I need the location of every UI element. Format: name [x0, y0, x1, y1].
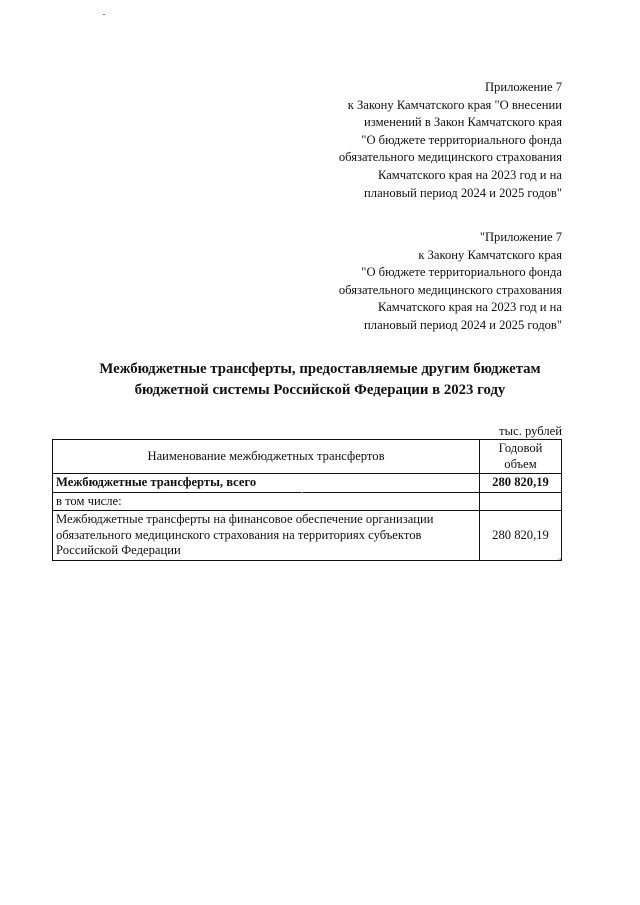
scan-speck — [301, 492, 303, 493]
appendix-amendment-header — [339, 79, 562, 202]
appendix-line: плановый период 2024 и 2025 годов" — [364, 185, 562, 200]
table-header-row — [53, 440, 562, 474]
appendix-original-header — [339, 229, 562, 335]
appendix-line: Камчатского края на 2023 год и на — [377, 300, 562, 315]
row-name-cell: Межбюджетные трансферты на финансовое обеспечение организации обязательного медицинского страхования на территориях субъектов Российской Федерации — [53, 511, 480, 561]
row-name-cell: в том числе: — [53, 492, 480, 511]
units-label: тыс. рублей — [499, 424, 562, 438]
transfers-table — [52, 439, 562, 561]
table-row — [53, 511, 562, 561]
title-line-2: бюджетной системы Российской Федерации в 2023 году — [134, 382, 506, 398]
appendix-line: Приложение 7 — [484, 80, 562, 94]
appendix-line: "О бюджете территориального фонда — [361, 265, 562, 280]
appendix-line: "О бюджете территориального фонда — [361, 132, 562, 147]
row-value-cell — [480, 492, 562, 511]
appendix-line: к Закону Камчатского края "О внесении — [347, 97, 562, 112]
appendix-line: Камчатского края на 2023 год и на — [377, 167, 562, 182]
appendix-line: к Закону Камчатского края — [418, 247, 562, 262]
row-name-cell: Межбюджетные трансферты, всего — [53, 474, 480, 493]
header-value-cell: Годовой объем — [480, 440, 562, 474]
appendix-line: плановый период 2024 и 2025 годов" — [364, 317, 562, 332]
closing-quote-mark: " — [558, 557, 562, 566]
table-row — [53, 474, 562, 493]
appendix-line: обязательного медицинского страхования — [338, 150, 562, 165]
document-title — [0, 359, 640, 401]
appendix-line: "Приложение 7 — [479, 230, 562, 244]
title-line-1: Межбюджетные трансферты, предоставляемые другим бюджетам — [99, 361, 541, 377]
row-value-cell: 280 820,19 — [480, 474, 562, 493]
row-value-cell: 280 820,19 — [480, 511, 562, 561]
appendix-line: изменений в Закон Камчатского края — [364, 115, 562, 130]
header-name-cell: Наименование межбюджетных трансфертов — [53, 440, 480, 474]
appendix-line: обязательного медицинского страхования — [338, 282, 562, 297]
scan-speck — [103, 14, 105, 15]
table-row — [53, 492, 562, 511]
